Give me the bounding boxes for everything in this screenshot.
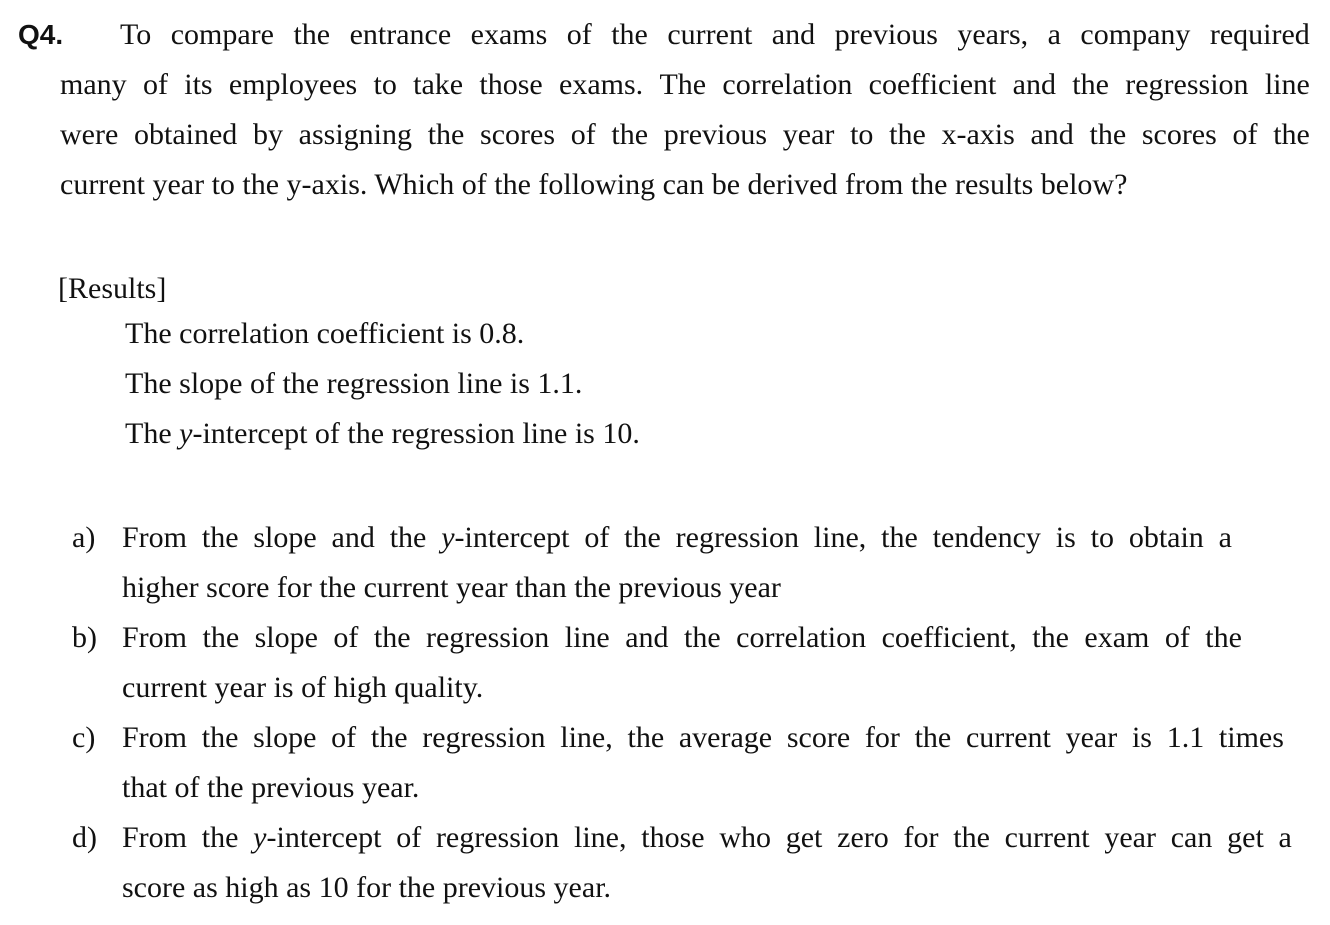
word: the xyxy=(389,521,427,554)
word: the xyxy=(1089,118,1127,151)
word: exam xyxy=(1084,621,1150,654)
question-stem-line-2 xyxy=(60,64,1310,106)
word: the xyxy=(202,621,240,654)
word: From xyxy=(122,621,188,654)
word: regression xyxy=(1125,68,1249,101)
word: slope xyxy=(253,521,317,554)
word: year xyxy=(782,118,835,151)
word: the xyxy=(370,721,408,754)
word: its xyxy=(184,68,213,101)
word: the xyxy=(1273,118,1310,151)
word: current xyxy=(1004,821,1090,854)
question-stem-line-4: current year to the y-axis. Which of the following can be derived from the results below? xyxy=(60,168,1128,201)
word: regression xyxy=(675,521,799,554)
word: who xyxy=(719,821,771,854)
word: the xyxy=(624,521,661,554)
result-intercept-var: y xyxy=(179,417,193,450)
word: y-intercept xyxy=(253,821,382,854)
word: current xyxy=(667,18,753,51)
word: compare xyxy=(170,18,274,51)
word: and xyxy=(331,521,375,554)
word: exams xyxy=(470,18,548,51)
word: for xyxy=(903,821,939,854)
word: entrance xyxy=(349,18,452,51)
word: the xyxy=(611,118,649,151)
option-b-line-1 xyxy=(122,617,1242,659)
option-c-label: c) xyxy=(72,721,96,754)
word: of xyxy=(566,18,592,51)
word: to xyxy=(373,68,397,101)
option-c-line-1 xyxy=(122,717,1284,759)
word: the xyxy=(889,118,926,151)
word: and xyxy=(625,621,669,654)
word: of xyxy=(1164,621,1190,654)
word: coefficient, xyxy=(881,621,1017,654)
word: line, xyxy=(813,521,867,554)
word: to xyxy=(1090,521,1114,554)
word: years, xyxy=(957,18,1029,51)
word: of xyxy=(1232,118,1258,151)
word: the xyxy=(611,18,648,51)
word: coefficient xyxy=(868,68,997,101)
result-intercept-pre: The xyxy=(125,417,180,450)
word: exams. xyxy=(559,68,644,101)
word: the xyxy=(201,721,239,754)
word: the xyxy=(953,821,990,854)
word: line xyxy=(1264,68,1310,101)
word: can xyxy=(1170,821,1213,854)
word: required xyxy=(1209,18,1310,51)
results-heading: [Results] xyxy=(58,272,167,305)
word: assigning xyxy=(298,118,413,151)
word: of xyxy=(396,821,422,854)
word: scores xyxy=(480,118,556,151)
word: a xyxy=(1218,521,1232,554)
word: the xyxy=(427,118,465,151)
word: those xyxy=(641,821,705,854)
question-number: Q4. xyxy=(18,19,64,50)
result-slope: The slope of the regression line is 1.1. xyxy=(125,367,583,400)
word: zero xyxy=(837,821,889,854)
word: scores xyxy=(1141,118,1217,151)
word: the xyxy=(627,721,665,754)
word: correlation xyxy=(722,68,853,101)
option-d-label: d) xyxy=(72,821,97,854)
word: year xyxy=(1065,721,1118,754)
word: obtained xyxy=(133,118,238,151)
word: line xyxy=(564,621,610,654)
word: the xyxy=(201,821,239,854)
word: by xyxy=(252,118,283,151)
word: slope xyxy=(254,621,318,654)
option-a-label: a) xyxy=(72,521,96,554)
word: and xyxy=(771,18,816,51)
result-intercept xyxy=(125,413,640,455)
word: previous xyxy=(834,18,938,51)
word: a xyxy=(1278,821,1292,854)
word: current xyxy=(965,721,1051,754)
word: the xyxy=(1032,621,1069,654)
question-stem-line-3 xyxy=(60,114,1310,156)
result-intercept-post: -intercept of the regression line is 10. xyxy=(192,417,640,450)
word: the xyxy=(1072,68,1109,101)
result-correlation: The correlation coefficient is 0.8. xyxy=(125,317,525,350)
option-d-line-1 xyxy=(122,817,1292,859)
word: many xyxy=(60,68,127,101)
word: get xyxy=(785,821,823,854)
word: of xyxy=(333,621,359,654)
word: the xyxy=(881,521,918,554)
word: of xyxy=(142,68,168,101)
question-stem-line-1 xyxy=(120,14,1310,56)
word: and xyxy=(1030,118,1074,151)
word: a xyxy=(1047,18,1061,51)
word: line, xyxy=(560,721,613,754)
word: times xyxy=(1218,721,1284,754)
word: From xyxy=(122,821,188,854)
word: of xyxy=(584,521,610,554)
word: is xyxy=(1055,521,1076,554)
word: From xyxy=(122,521,188,554)
word: line, xyxy=(573,821,627,854)
word: take xyxy=(413,68,464,101)
word: of xyxy=(570,118,596,151)
option-a-line-2: higher score for the current year than the previous year xyxy=(122,571,781,604)
word: to xyxy=(850,118,874,151)
word: is xyxy=(1131,721,1152,754)
word: the xyxy=(914,721,952,754)
option-b-line-2: current year is of high quality. xyxy=(122,671,484,704)
word: obtain xyxy=(1128,521,1204,554)
word: of xyxy=(331,721,357,754)
word: regression xyxy=(422,721,546,754)
word: previous xyxy=(663,118,768,151)
word: the xyxy=(684,621,721,654)
word: the xyxy=(201,521,239,554)
word: those xyxy=(479,68,543,101)
word: slope xyxy=(253,721,317,754)
option-c-line-2: that of the previous year. xyxy=(122,771,420,804)
word: x-axis xyxy=(941,118,1015,151)
word: for xyxy=(864,721,900,754)
word: The xyxy=(659,68,707,101)
word: the xyxy=(373,621,411,654)
word: company xyxy=(1080,18,1191,51)
word: 1.1 xyxy=(1166,721,1205,754)
word: get xyxy=(1227,821,1264,854)
option-a-line-1 xyxy=(122,517,1232,559)
word: tendency xyxy=(932,521,1041,554)
word: the xyxy=(1205,621,1242,654)
word: employees xyxy=(228,68,358,101)
word: y-intercept xyxy=(441,521,570,554)
word: From xyxy=(122,721,188,754)
word: average xyxy=(678,721,773,754)
word: and xyxy=(1012,68,1056,101)
word: regression xyxy=(435,821,560,854)
word: were xyxy=(60,118,119,151)
word: score xyxy=(786,721,851,754)
word: regression xyxy=(426,621,550,654)
option-b-label: b) xyxy=(72,621,97,654)
word: the xyxy=(293,18,331,51)
word: To xyxy=(120,18,152,51)
option-d-line-2: score as high as 10 for the previous year. xyxy=(122,871,612,904)
word: correlation xyxy=(736,621,867,654)
word: year xyxy=(1104,821,1156,854)
